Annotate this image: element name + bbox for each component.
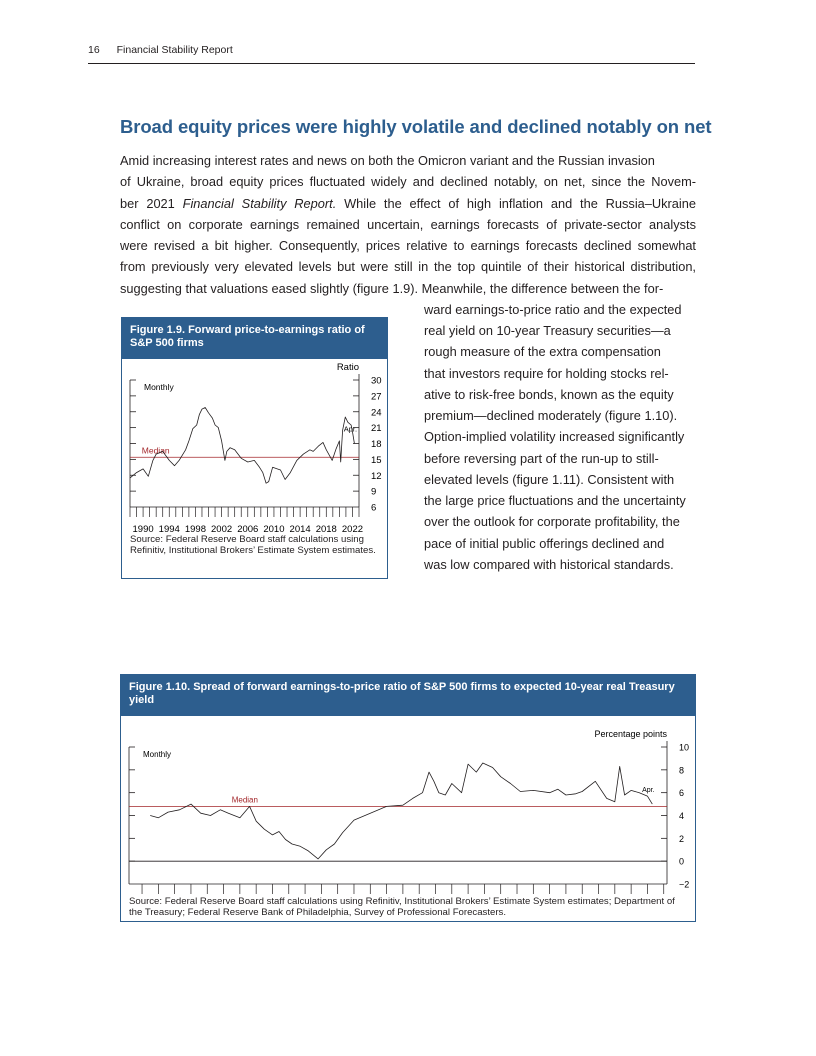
- x-tick-label: 1990: [132, 524, 154, 534]
- text-line: [120, 193, 696, 214]
- running-title: Financial Stability Report: [116, 44, 233, 56]
- end-label: Apr.: [642, 787, 655, 795]
- x-tick-label: 2010: [263, 524, 285, 534]
- y-tick-label: 0: [679, 856, 685, 867]
- y-tick-label: 15: [371, 454, 382, 466]
- text-run: premium—declined moderately (figure 1.10).: [424, 408, 678, 423]
- x-tick-label: 2018: [315, 524, 337, 534]
- y-tick-label: 18: [371, 439, 382, 450]
- x-tick-label: 2006: [237, 524, 259, 534]
- text-run: of Ukraine, broad equity prices fluctuated widely and declined notably, on net, since the Novem-: [120, 174, 696, 190]
- figure-1-10: [120, 674, 696, 922]
- y-tick-label: 9: [371, 486, 377, 498]
- figure-1-9: [121, 317, 388, 579]
- figure-1-9-chart: [122, 359, 387, 534]
- header-rule: [88, 63, 695, 64]
- text-run: ward earnings-to-price ratio and the expected: [424, 301, 682, 317]
- x-tick-label: 2002: [211, 524, 233, 534]
- y-tick-label: 27: [371, 391, 382, 403]
- text-run: over the outlook for corporate profitability, the: [424, 514, 680, 530]
- y-tick-label: 8: [679, 765, 685, 776]
- text-run: from previously very elevated levels but were still in the top quintile of their historical distribution,: [120, 259, 696, 275]
- text-run: the large price fluctuations and the uncertainty: [424, 493, 686, 508]
- y-tick-label: 4: [679, 811, 685, 821]
- y-tick-label: 21: [371, 423, 382, 435]
- x-tick-label: 2014: [289, 524, 311, 534]
- figure-1-10-chart: [121, 716, 695, 896]
- text-run: that investors require for holding stocks rel-: [424, 365, 669, 381]
- text-run: ative to risk-free bonds, known as the equity: [424, 386, 674, 402]
- running-header: [88, 44, 233, 56]
- y-tick-label: 6: [371, 502, 377, 514]
- x-tick-label: 2022: [341, 524, 364, 534]
- text-run: suggesting that valuations eased slightly (figure 1.9). Meanwhile, the difference between the for-: [120, 280, 664, 296]
- text-run: ber 2021: [120, 195, 183, 211]
- text-run: conflict on corporate earnings remained uncertain, earnings forecasts of private-sector analysts: [120, 216, 696, 232]
- text-run: before reversing part of the run-up to still-: [424, 450, 659, 466]
- y-axis-unit-label: Ratio: [336, 362, 359, 373]
- figure-1-10-source: Source: Federal Reserve Board staff calculations using Refinitiv, Institutional Brokers’ Estimate System estimates; Department of the Treasury; Federal Reserve Bank of Philadelphia, Survey of Professional Forecasters.: [129, 896, 675, 919]
- frequency-label: Monthly: [143, 750, 172, 759]
- text-run: were revised a bit higher. Consequently, prices relative to earnings forecasts declined somewhat: [120, 238, 696, 253]
- text-line: [120, 214, 696, 235]
- text-line: [120, 278, 696, 299]
- text-run: While the effect of high inflation and the Russia–Ukraine: [336, 195, 696, 211]
- median-label: Median: [141, 445, 170, 456]
- text-run: elevated levels (figure 1.11). Consistent with: [424, 471, 675, 487]
- x-tick-label: 1994: [158, 524, 180, 534]
- median-label: Median: [231, 795, 258, 805]
- frequency-label: Monthly: [144, 382, 174, 392]
- y-tick-label: −2: [679, 879, 690, 890]
- x-tick-label: 1998: [184, 524, 206, 534]
- text-run: rough measure of the extra compensation: [424, 344, 661, 360]
- series-line: [150, 763, 652, 859]
- y-tick-label: 30: [371, 375, 382, 387]
- y-tick-label: 2: [679, 833, 685, 844]
- text-line: [120, 235, 696, 256]
- y-tick-label: 12: [371, 470, 382, 482]
- report-title-italic: Financial Stability Report.: [182, 195, 337, 211]
- figure-1-10-title: Figure 1.10. Spread of forward earnings-to-price ratio of S&P 500 firms to expected 10-year real Treasury yield: [121, 675, 695, 716]
- figure-1-9-title: Figure 1.9. Forward price-to-earnings ratio of S&P 500 firms: [122, 318, 387, 359]
- section-heading: Broad equity prices were highly volatile and declined notably on net: [120, 116, 712, 137]
- end-label: Apr.: [343, 424, 358, 434]
- text-run: Option-implied volatility increased significantly: [424, 429, 685, 445]
- text-line: [120, 256, 696, 277]
- text-run: pace of initial public offerings declined and: [424, 535, 665, 551]
- y-axis-unit-label: Percentage points: [594, 729, 667, 739]
- y-tick-label: 10: [679, 742, 690, 753]
- text-line: [120, 171, 696, 192]
- text-run: real yield on 10-year Treasury securities—a: [424, 323, 671, 338]
- text-run: was low compared with historical standards.: [424, 556, 674, 572]
- text-run: Amid increasing interest rates and news on both the Omicron variant and the Russian invasion: [120, 153, 655, 168]
- y-tick-label: 24: [371, 407, 382, 419]
- page-number: 16: [88, 44, 100, 56]
- text-line: [120, 150, 696, 171]
- y-tick-label: 6: [679, 788, 685, 799]
- figure-1-9-source: Source: Federal Reserve Board staff calculations using Refinitiv, Institutional Brokers’ Estimate System estimates.: [130, 534, 376, 557]
